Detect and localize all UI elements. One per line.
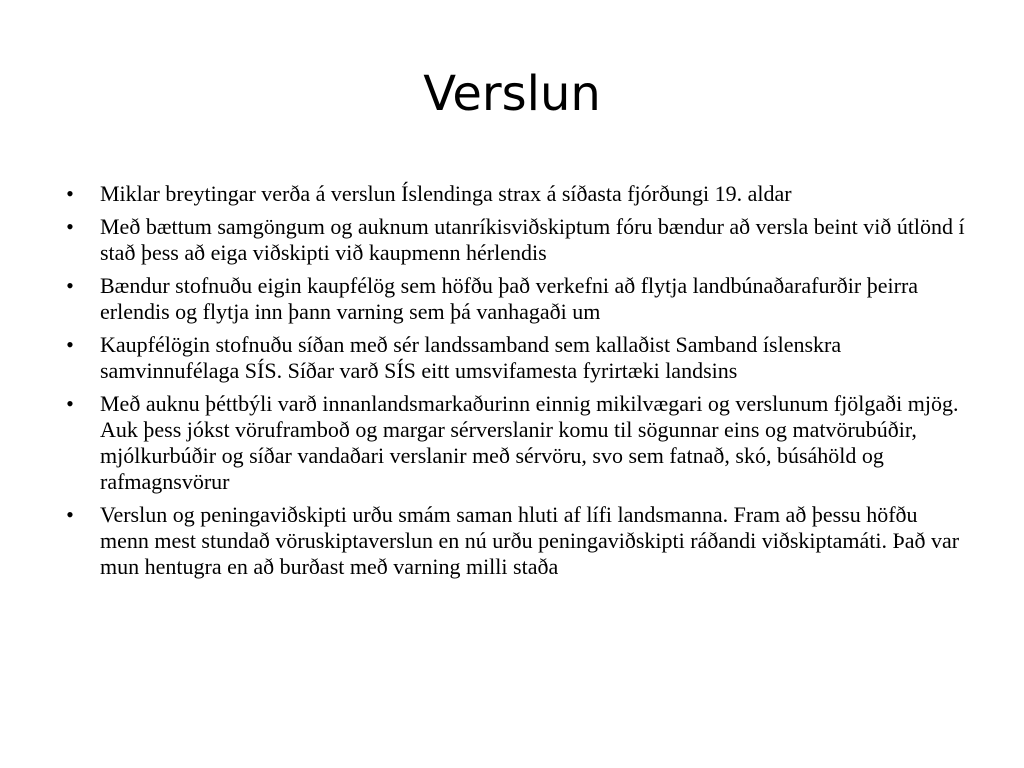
bullet-dot-icon: • [66,332,74,357]
bullet-dot-icon: • [66,181,74,206]
bullet-item [60,502,970,580]
bullet-item [60,214,970,266]
bullet-text: Miklar breytingar verða á verslun Íslendinga strax á síðasta fjórðungi 19. aldar [100,181,792,206]
bullet-text: Með bættum samgöngum og auknum utanríkisviðskiptum fóru bændur að versla beint við útlönd í stað þess að eiga viðskipti við kaupmenn hérlendis [100,214,965,265]
bullet-text: Bændur stofnuðu eigin kaupfélög sem höfðu það verkefni að flytja landbúnaðarafurðir þeirra erlendis og flytja inn þann varning sem þá vanhagaði um [100,273,919,324]
bullet-text: Verslun og peningaviðskipti urðu smám saman hluti af lífi landsmanna. Fram að þessu höfðu menn mest stundað vöruskiptaverslun en nú urðu peningaviðskipti ráðandi viðskiptamáti. Það var mun hentugra en að burðast með varning milli staða [100,502,960,579]
bullet-dot-icon: • [66,502,74,527]
bullet-item [60,181,970,207]
bullet-item [60,391,970,495]
bullet-item [60,332,970,384]
bullet-text: Kaupfélögin stofnuðu síðan með sér landssamband sem kallaðist Samband íslenskra samvinnufélaga SÍS. Síðar varð SÍS eitt umsvifamesta fyrirtæki landsins [100,332,842,383]
slide-title: Verslun [423,66,601,122]
bullet-dot-icon: • [66,391,74,416]
bullet-item [60,273,970,325]
bullet-dot-icon: • [66,214,74,239]
bullet-dot-icon: • [66,273,74,298]
bullet-list [60,181,970,587]
bullet-text: Með auknu þéttbýli varð innanlandsmarkaðurinn einnig mikilvægari og verslunum fjölgaði mjög. Auk þess jókst vöruframboð og margar sérverslanir komu til sögunnar eins og matvörubúðir, mjólkurbúðir og síðar vandaðari verslanir með sérvöru, svo sem fatnað, skó, búsáhöld og rafmagnsvörur [100,391,959,494]
